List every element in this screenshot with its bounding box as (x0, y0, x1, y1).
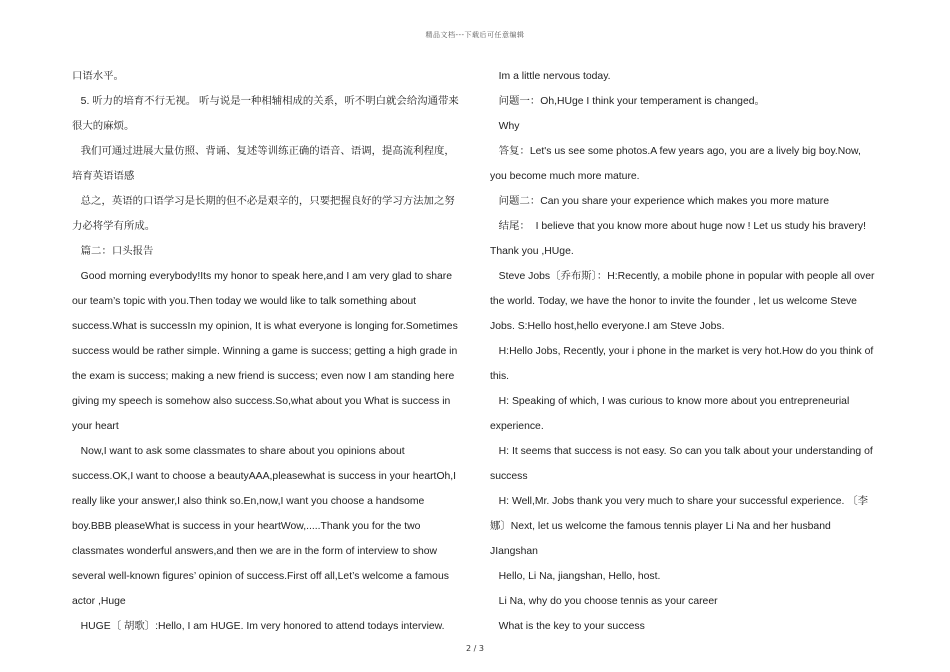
paragraph: 5. 听力的培育不行无视。 听与说是一种相辅相成的关系，听不明白就会给沟通带来很大的麻烦。 (72, 96, 459, 132)
paragraph: 问题二：Can you share your experience which makes you more mature (490, 196, 830, 207)
left-column (72, 64, 464, 639)
paragraph: Hello, Li Na, jiangshan, Hello, host. (490, 571, 661, 582)
page-number: 2 / 3 (466, 644, 484, 653)
paragraph: H: Speaking of which, I was curious to know more about you entrepreneurial experience. (490, 396, 853, 432)
paragraph: H: Well,Mr. Jobs thank you very much to share your successful experience. 〔李娜〕Next, let us welcome the famous tennis player Li Na and her husband JIangshan (490, 496, 869, 557)
paragraph: H: It seems that success is not easy. So can you talk about your understanding of success (490, 446, 876, 482)
paragraph: 口语水平。 (72, 71, 124, 82)
paragraph: 我们可通过进展大量仿照、背诵、复述等训练正确的语音、语调，提高流利程度，培育英语语感 (72, 146, 455, 182)
paragraph: HUGE〔 胡歌〕:Hello, I am HUGE. Im very honored to attend todays interview. (72, 621, 445, 632)
paragraph: 问题一：Oh,HUge I think your temperament is changed。 (490, 96, 765, 107)
paragraph: What is the key to your success (490, 621, 645, 632)
paragraph: Li Na, why do you choose tennis as your career (490, 596, 718, 607)
paragraph: Why (490, 121, 520, 132)
paragraph: Steve Jobs〔乔布斯〕：H:Recently, a mobile phone in popular with people all over the world. Today, we have the honor to invite the founder , let us welcome Steve Jobs. S:Hello host,hello everyone.I am Steve Jobs. (490, 271, 878, 332)
paragraph: 结尾： I believe that you know more about huge now ! Let us study his bravery! Thank you ,HUge. (490, 221, 869, 257)
paragraph: H:Hello Jobs, Recently, your i phone in the market is very hot.How do you think of this. (490, 346, 877, 382)
right-column (490, 64, 880, 639)
paragraph: Im a little nervous today. (490, 71, 611, 82)
paragraph: 总之，英语的口语学习是长期的但不必是艰辛的，只要把握良好的学习方法加之努力必将学有所成。 (72, 196, 455, 232)
paragraph: Now,I want to ask some classmates to share about you opinions about success.OK,I want to choose a beautyAAA,pleasewhat is success in your heartOh,I really like your answer,I also think so.En,now,I want you choose a handsome boy.BBB pleaseWhat is success in your heartWow,.....Thank you for the two classmates wonderful answers,and then we are in the form of interview to show several well-known figures’ opinion of success.First off all,Let’s welcome a famous actor ,Huge (72, 446, 459, 607)
paragraph: 答复：Let's us see some photos.A few years ago, you are a lively big boy.Now, you become much more mature. (490, 146, 864, 182)
section-heading: 篇二：口头报告 (72, 246, 154, 257)
paragraph: Good morning everybody!Its my honor to speak here,and I am very glad to share our team’s topic with you.Then today we would like to talk something about success.What is successIn my opinion, It is what everyone is longing for.Sometimes success would be rather simple. Winning a game is success; getting a high grade in the exam is success; making a new friend is success; even now I am standing here giving my speech is somehow also success.So,what about you What is success in your heart (72, 271, 461, 432)
page-header: 精品文档---下载后可任意编辑 (425, 31, 525, 39)
